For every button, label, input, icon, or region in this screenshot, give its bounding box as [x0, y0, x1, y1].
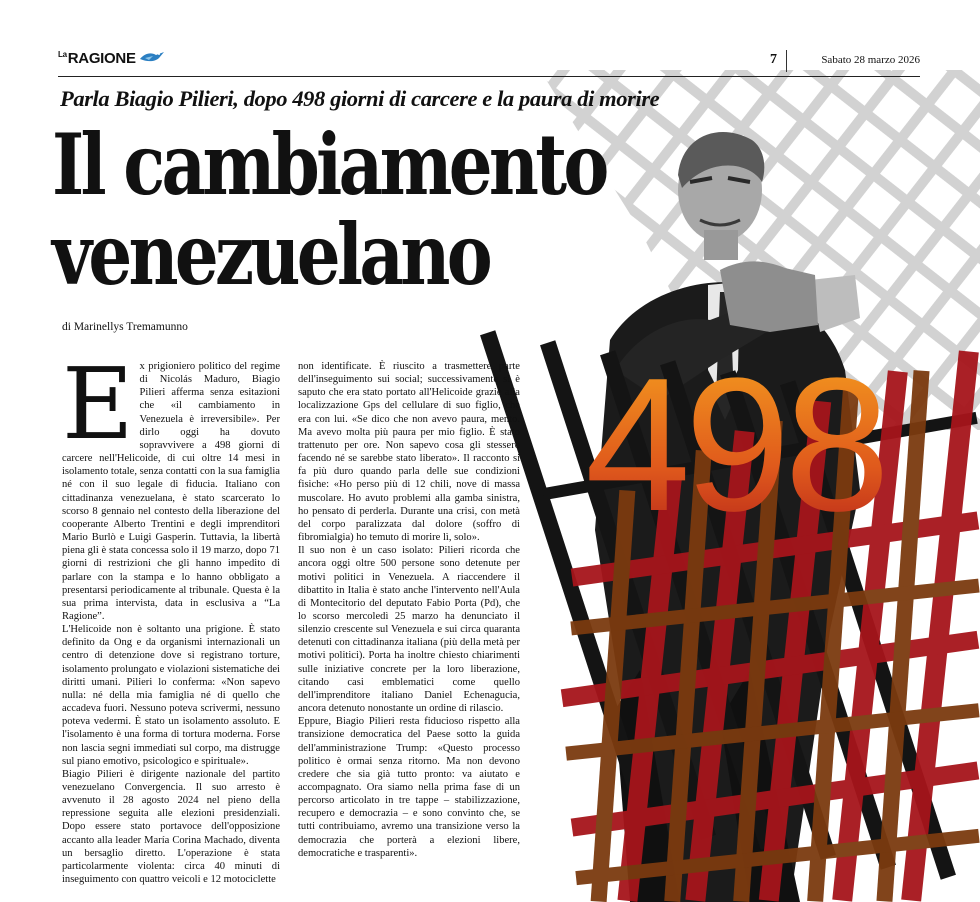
bird-logo-icon — [139, 50, 165, 68]
drop-cap: E — [62, 348, 134, 462]
paragraph: Biagio Pilieri è dirigente nazionale del partito venezuelano Convergencia. Il suo arresto è avvenuto il 28 agosto 2024 nel pieno della repressione seguita alle elezioni presidenziali. Dopo essere stato portavoce dell'opposizione accanto alla leader María Corina Machado, diventa un bersaglio diretto. L'operazione è stata particolarmente violenta: circa 40 minuti di inseguimento con quattro veicoli e 12 motociclette — [62, 768, 280, 886]
article-byline: di Marinellys Tremamunno — [62, 321, 188, 333]
article-title — [52, 115, 606, 304]
logo-prefix: La — [58, 50, 67, 59]
paragraph: Eppure, Biagio Pilieri resta fiducioso rispetto alla transizione democratica del Paese sotto la guida dell'amministrazione Trump: «Questo processo politico è ormai senza ritorno. Ma non devono credere che sia già tutto pronto: va aiutato e accompagnato. Ora siamo nella prima fase di un percorso articolato in tre tappe – stabilizzazione, recupero e democrazia – e sono convinto che, se tutti contribuiamo, avremo una transizione verso la democrazia che porterà a elezioni libere, democratiche e trasparenti». — [298, 716, 520, 859]
newspaper-logo[interactable] — [58, 50, 165, 68]
article-kicker: Parla Biagio Pilieri, dopo 498 giorni di carcere e la paura di morire — [60, 86, 660, 111]
article-column-1 — [62, 348, 280, 886]
title-line-1: Il cambiamento — [52, 115, 606, 214]
title-line-2: venezuelano — [52, 205, 489, 304]
article-column-2 — [298, 360, 520, 860]
paragraph: non identificate. È riuscito a trasmettere parte dell'inseguimento sui social; successivamente si è saputo che era stato portato all'Helicoide grazie alla localizzazione Gps del cellulare di suo figlio, che era con lui. «Se dico che non avevo paura, mento. Ma avevo molta più paura per mio figlio. È stato trattenuto per ore. Non sapevo cosa gli stessero facendo né se sarebbe stato liberato». Il racconto si fa più duro quando parla delle sue condizioni fisiche: «Ho perso più di 12 chili, nove di massa muscolare. Ho avuto problemi alla gamba sinistra, ho pensato di perderla. Durante una crisi, con metà del corpo paralizzata dal dolore (soffro di fibromialgia) ho temuto di morire lì, solo». — [298, 361, 520, 544]
logo-name: RAGIONE — [67, 50, 136, 67]
masthead-rule — [58, 76, 920, 77]
page-number-divider — [786, 50, 787, 72]
issue-date: Sabato 28 marzo 2026 — [821, 54, 920, 66]
illustration-number: 498 — [585, 339, 885, 551]
paragraph: L'Helicoide non è soltanto una prigione. È stato definito da Ong e da organismi internazionali un centro di detenzione dove si registrano torture, isolamento prolungato e violazioni sistematiche dei diritti umani. Pilieri lo conferma: «Non sapevo nulla: né della mia famiglia né di quello che accadeva fuori. Nessuno poteva scrivermi, nessuno poteva vedermi. È stato un isolamento assoluto. E l'isolamento è una forma di tortura moderna. Forse non lascia segni immediati sul corpo, ma distrugge sul piano emotivo, psicologico e spirituale». — [62, 624, 280, 767]
page-number: 7 — [770, 52, 777, 67]
paragraph: Il suo non è un caso isolato: Pilieri ricorda che ancora oggi oltre 500 persone sono detenute per motivi politici in Venezuela. A riaccendere il dibattito in Italia è stato anche l'intervento nell'Aula di Montecitorio del deputato Fabio Porta (Pd), che lo scorso mercoledì 25 marzo ha denunciato il silenzio crescente sul Venezuela e sui circa quaranta detenuti con cittadinanza italiana (più della metà per motivi politici). Porta ha inoltre chiesto chiarimenti sulle iniziative concrete per la loro liberazione, citando casi emblematici come quello dell'imprenditore italiano Daniel Echenagucia, ancora detenuto nonostante un ordine di rilascio. — [298, 545, 520, 715]
paragraph: x prigioniero politico del regime di Nicolás Maduro, Biagio Pilieri afferma senza esitazioni che «il cambiamento in Venezuela è irreversibile». Per dirlo oggi ha dovuto sopravvivere a 498 giorni di carcere nell'Helicoide, di cui oltre 14 mesi in isolamento totale, senza contatti con la sua famiglia né con il suo legale di fiducia. Italiano con cittadinanza venezuelana, è stato scarcerato lo scorso 8 gennaio nel contesto della liberazione del cooperante Alberto Trentini e degli imprenditori Mario Burlò e Luigi Gasperin. Tuttavia, la libertà piena gli è stata concessa solo il 19 marzo, dopo 71 giorni di restrizioni che gli hanno impedito di parlare con la stampa e lo hanno obbligato a presentarsi periodicamente al tribunale. Questa è la sua prima intervista, data in esclusiva a “La Ragione”. — [62, 361, 280, 622]
masthead — [58, 48, 920, 76]
